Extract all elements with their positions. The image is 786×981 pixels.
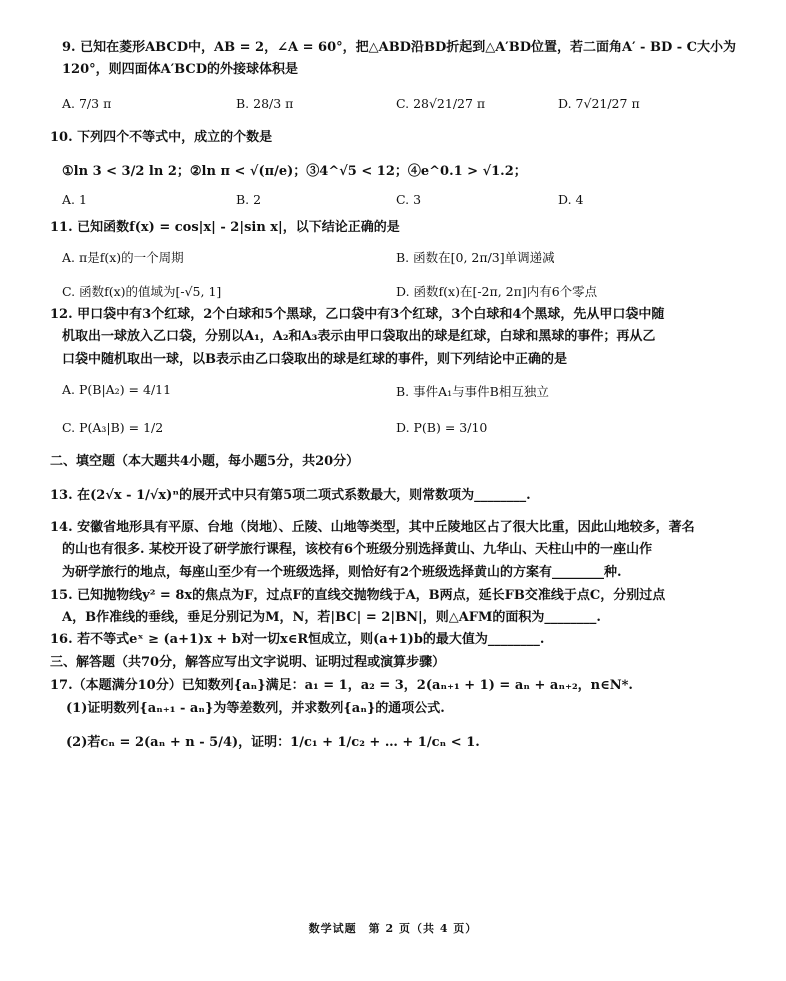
q11-option-c: C. 函数f(x)的值域为[-√5, 1]: [62, 284, 222, 299]
q14-line3: 为研学旅行的地点，每座山至少有一个班级选择，则恰好有2个班级选择黄山的方案有________种.: [62, 565, 622, 580]
q17-line2: (1)证明数列{aₙ₊₁ - aₙ}为等差数列，并求数列{aₙ}的通项公式.: [66, 701, 445, 716]
q10-option-c: C. 3: [396, 192, 422, 207]
q15-line2: A，B作准线的垂线，垂足分别记为M，N，若|BC| = 2|BN|，则△AFM的面积为________.: [62, 610, 601, 625]
section2-title: 二、填空题（本大题共4小题，每小题5分，共20分）: [50, 454, 360, 469]
q14-line1: 14. 安徽省地形具有平原、台地（岗地）、丘陵、山地等类型，其中丘陵地区占了很大比重，因此山地较多，著名: [50, 520, 695, 535]
q14-line2: 的山也有很多. 某校开设了研学旅行课程，该校有6个班级分别选择黄山、九华山、天柱山中的一座山作: [62, 542, 653, 557]
q10-option-b: B. 2: [236, 192, 262, 207]
q12-option-c: C. P(A₃|B) = 1/2: [62, 420, 164, 435]
q10-option-a: A. 1: [62, 192, 87, 207]
q15-line1: 15. 已知抛物线y² = 8x的焦点为F，过点F的直线交抛物线于A，B两点，延长FB交准线于点C，分别过点: [50, 588, 666, 603]
q11-option-a: A. π是f(x)的一个周期: [62, 250, 184, 265]
page-footer: 数学试题 第 2 页（共 4 页）: [308, 922, 478, 935]
q10-stem-line1: 10. 下列四个不等式中，成立的个数是: [50, 130, 273, 145]
q12-option-d: D. P(B) = 3/10: [396, 420, 488, 435]
q13-line1: 13. 在(2√x - 1/√x)ⁿ的展开式中只有第5项二项式系数最大，则常数项为________.: [50, 488, 531, 503]
q16-line1: 16. 若不等式eˣ ≥ (a+1)x + b对一切x∈R恒成立，则(a+1)b的最大值为________.: [50, 632, 545, 647]
q9-option-b: B. 28/3 π: [236, 96, 294, 111]
q9-stem-line2: 120°，则四面体A′BCD的外接球体积是: [62, 62, 298, 77]
q10-stem-line2: ①ln 3 < 3/2 ln 2；②ln π < √(π/e)；③4^√5 < 12；④e^0.1 > √1.2；: [62, 164, 527, 179]
q12-stem-line1: 12. 甲口袋中有3个红球，2个白球和5个黑球，乙口袋中有3个红球，3个白球和4个黑球，先从甲口袋中随: [50, 307, 665, 322]
q12-option-b: B. 事件A₁与事件B相互独立: [396, 384, 549, 399]
q17-line1: 17.（本题满分10分）已知数列{aₙ}满足：a₁ = 1，a₂ = 3，2(aₙ₊₁ + 1) = aₙ + aₙ₊₂，n∈N*.: [50, 678, 633, 693]
q9-option-c: C. 28√21/27 π: [396, 96, 486, 111]
q11-stem-line1: 11. 已知函数f(x) = cos|x| - 2|sin x|，以下结论正确的是: [50, 220, 400, 235]
q12-option-a: A. P(B|A₂) = 4/11: [62, 382, 172, 397]
q12-stem-line2: 机取出一球放入乙口袋，分别以A₁，A₂和A₃表示由甲口袋取出的球是红球，白球和黑球的事件；再从乙: [62, 329, 656, 344]
q11-option-b: B. 函数在[0, 2π/3]单调递减: [396, 250, 555, 265]
q10-option-d: D. 4: [558, 192, 584, 207]
q17-line3: (2)若cₙ = 2(aₙ + n - 5/4)，证明：1/c₁ + 1/c₂ + … + 1/cₙ < 1.: [66, 735, 480, 750]
q12-stem-line3: 口袋中随机取出一球，以B表示由乙口袋取出的球是红球的事件，则下列结论中正确的是: [62, 352, 567, 367]
q9-option-a: A. 7/3 π: [62, 96, 112, 111]
q9-option-d: D. 7√21/27 π: [558, 96, 640, 111]
q11-option-d: D. 函数f(x)在[-2π, 2π]内有6个零点: [396, 284, 598, 299]
section3-title: 三、解答题（共70分，解答应写出文字说明、证明过程或演算步骤）: [50, 655, 446, 670]
q9-stem-line1: 9. 已知在菱形ABCD中，AB = 2，∠A = 60°，把△ABD沿BD折起到△A′BD位置，若二面角A′ - BD - C大小为: [62, 40, 737, 55]
